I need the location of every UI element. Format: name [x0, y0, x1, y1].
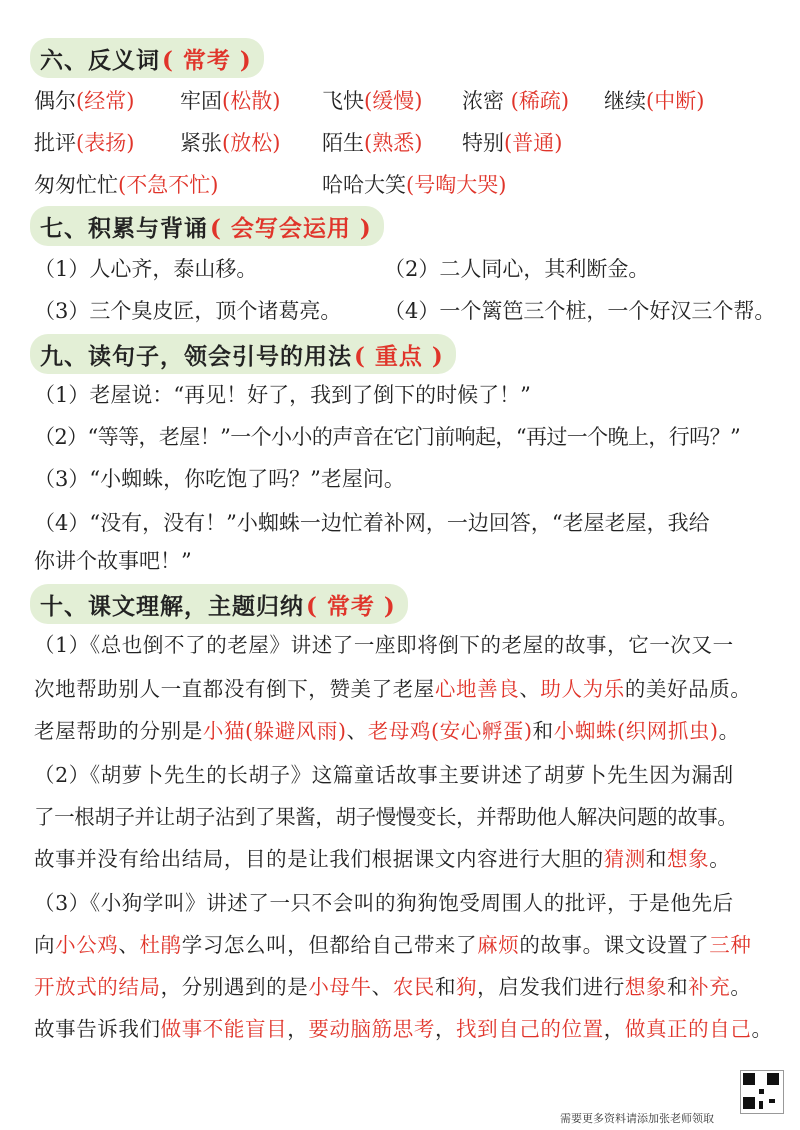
antonym-pair: 继续(中断): [604, 89, 705, 113]
quote-sentence: （2）“等等，老屋！”一个小小的声音在它门前响起，“再过一个晚上，行吗？”: [34, 425, 741, 449]
paragraph-line: 次地帮助别人一直都没有倒下，赞美了老屋心地善良、助人为乐的美好品质。: [34, 677, 752, 701]
section-6-heading: [30, 38, 264, 78]
quote-sentence: （3）“小蜘蛛，你吃饱了吗？”老屋问。: [34, 467, 405, 491]
section-7-title: 七、积累与背诵: [40, 214, 208, 242]
antonym-pair: 特别(普通): [462, 131, 563, 155]
paragraph-line: （3）《小狗学叫》讲述了一只不会叫的狗狗饱受周围人的批评，于是他先后: [34, 891, 734, 915]
antonym-pair: 偶尔(经常): [34, 89, 135, 113]
section-7-tag: ( 会写会运用 ): [210, 214, 372, 242]
section-9-tag: ( 重点 ): [354, 342, 444, 370]
paragraph-line: 故事告诉我们做事不能盲目，要动脑筋思考，找到自己的位置，做真正的自己。: [34, 1017, 773, 1041]
paragraph-line: （1）《总也倒不了的老屋》讲述了一座即将倒下的老屋的故事，它一次又一: [34, 633, 734, 657]
section-6-tag: ( 常考 ): [162, 46, 252, 74]
antonym-pair: 哈哈大笑(号啕大哭): [322, 173, 507, 197]
antonym-pair: 批评(表扬): [34, 131, 135, 155]
antonym-pair: 陌生(熟悉): [322, 131, 423, 155]
antonym-pair: 牢固(松散): [180, 89, 281, 113]
quote-sentence: 你讲个故事吧！”: [34, 549, 192, 573]
recite-item: （3）三个臭皮匠，顶个诸葛亮。: [34, 299, 342, 323]
section-6-title: 六、反义词: [40, 46, 160, 74]
recite-item: （1）人心齐，泰山移。: [34, 257, 258, 281]
antonym-pair: 紧张(放松): [180, 131, 281, 155]
quote-sentence: （4）“没有，没有！”小蜘蛛一边忙着补网，一边回答，“老屋老屋，我给: [34, 511, 710, 535]
antonym-pair: 匆匆忙忙(不急不忙): [34, 173, 219, 197]
antonym-pair: 飞快(缓慢): [322, 89, 423, 113]
footer-note: 需要更多资料请添加张老师领取: [560, 1112, 714, 1125]
paragraph-line: 向小公鸡、杜鹃学习怎么叫，但都给自己带来了麻烦的故事。课文设置了三种: [34, 933, 752, 957]
paragraph-line: 老屋帮助的分别是小猫(躲避风雨)、老母鸡(安心孵蛋)和小蜘蛛(织网抓虫)。: [34, 719, 740, 743]
paragraph-line: 了一根胡子并让胡子沾到了果酱，胡子慢慢变长，并帮助他人解决问题的故事。: [34, 805, 738, 829]
quote-sentence: （1）老屋说：“再见！好了，我到了倒下的时候了！”: [34, 383, 531, 407]
recite-item: （2）二人同心，其利断金。: [384, 257, 650, 281]
section-9-heading: [30, 334, 456, 374]
section-7-heading: [30, 206, 384, 246]
paragraph-line: （2）《胡萝卜先生的长胡子》这篇童话故事主要讲述了胡萝卜先生因为漏刮: [34, 763, 734, 787]
section-10-title: 十、课文理解，主题归纳: [40, 592, 304, 620]
qr-code[interactable]: [740, 1070, 784, 1114]
section-10-heading: [30, 584, 408, 624]
section-10-tag: ( 常考 ): [306, 592, 396, 620]
recite-item: （4）一个篱笆三个桩，一个好汉三个帮。: [384, 299, 776, 323]
paragraph-line: 故事并没有给出结局，目的是让我们根据课文内容进行大胆的猜测和想象。: [34, 847, 731, 871]
paragraph-line: 开放式的结局，分别遇到的是小母牛、农民和狗，启发我们进行想象和补充。: [34, 975, 752, 999]
section-9-title: 九、读句子，领会引号的用法: [40, 342, 352, 370]
antonym-pair: 浓密 (稀疏): [462, 89, 570, 113]
